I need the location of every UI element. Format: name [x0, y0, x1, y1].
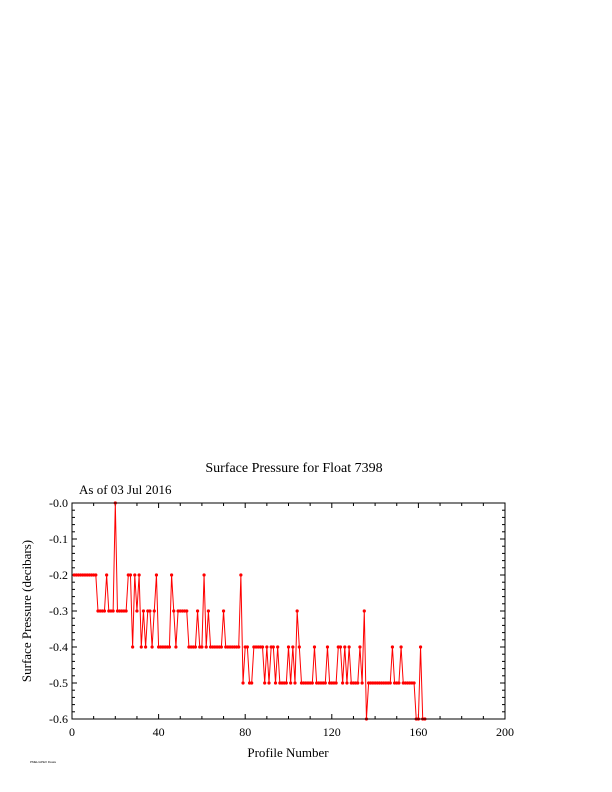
data-point: [311, 681, 314, 684]
footnote: PMEL/APEX Floats: [30, 760, 57, 764]
data-point: [399, 645, 402, 648]
data-point: [140, 645, 143, 648]
data-point: [241, 681, 244, 684]
x-tick-label: 160: [409, 725, 428, 739]
data-point: [391, 645, 394, 648]
data-point: [250, 681, 253, 684]
data-point: [265, 645, 268, 648]
data-point: [237, 645, 240, 648]
data-point: [274, 681, 277, 684]
data-point: [103, 609, 106, 612]
data-point: [155, 573, 158, 576]
data-point: [339, 645, 342, 648]
data-point: [196, 609, 199, 612]
data-point: [397, 681, 400, 684]
data-point: [341, 681, 344, 684]
x-tick-label: 0: [69, 725, 75, 739]
data-point: [313, 645, 316, 648]
x-tick-label: 80: [239, 725, 252, 739]
data-point: [291, 645, 294, 648]
data-point: [131, 645, 134, 648]
data-point: [389, 681, 392, 684]
y-tick-label: -0.6: [49, 712, 68, 726]
data-point: [361, 681, 364, 684]
y-tick-label: -0.2: [49, 568, 68, 582]
data-point: [94, 573, 97, 576]
data-point: [272, 645, 275, 648]
data-point: [185, 609, 188, 612]
chart-title: Surface Pressure for Float 7398: [205, 461, 383, 476]
x-tick-label: 120: [322, 725, 341, 739]
data-point: [112, 609, 115, 612]
x-axis-ticks: [69, 503, 514, 739]
chart-subtitle: As of 03 Jul 2016: [79, 482, 172, 497]
data-point: [153, 609, 156, 612]
data-point: [151, 645, 154, 648]
x-tick-label: 200: [496, 725, 514, 739]
data-point: [287, 645, 290, 648]
data-point: [326, 645, 329, 648]
y-tick-label: -0.1: [49, 532, 68, 546]
data-point: [348, 645, 351, 648]
data-point: [135, 609, 138, 612]
data-point: [105, 573, 108, 576]
y-tick-label: -0.3: [49, 604, 68, 618]
data-point: [129, 573, 132, 576]
data-point: [335, 681, 338, 684]
data-point: [205, 645, 208, 648]
data-point: [144, 645, 147, 648]
data-point: [168, 645, 171, 648]
data-point: [174, 645, 177, 648]
y-tick-label: -0.5: [49, 676, 68, 690]
y-tick-label: -0.0: [49, 496, 68, 510]
data-point: [239, 573, 242, 576]
data-point: [324, 681, 327, 684]
x-axis-label: Profile Number: [247, 745, 329, 760]
data-point: [246, 645, 249, 648]
data-point: [261, 645, 264, 648]
data-point: [172, 609, 175, 612]
data-point: [358, 645, 361, 648]
data-point: [194, 645, 197, 648]
data-point: [220, 645, 223, 648]
data-point: [142, 609, 145, 612]
data-point: [345, 681, 348, 684]
data-point: [125, 609, 128, 612]
data-point: [296, 609, 299, 612]
data-point: [343, 645, 346, 648]
data-point: [419, 645, 422, 648]
data-point: [207, 609, 210, 612]
data-point: [276, 645, 279, 648]
series-layer: [73, 501, 427, 720]
data-point: [138, 573, 141, 576]
data-point: [222, 609, 225, 612]
data-point: [170, 573, 173, 576]
x-tick-label: 40: [152, 725, 165, 739]
data-point: [202, 573, 205, 576]
y-tick-label: -0.4: [49, 640, 68, 654]
data-point: [298, 645, 301, 648]
data-point: [148, 609, 151, 612]
data-point: [200, 645, 203, 648]
data-point: [356, 681, 359, 684]
data-point: [412, 681, 415, 684]
data-point: [133, 573, 136, 576]
data-point: [285, 681, 288, 684]
data-point: [289, 681, 292, 684]
data-point: [293, 681, 296, 684]
data-point: [267, 681, 270, 684]
data-point: [363, 609, 366, 612]
data-point: [263, 681, 266, 684]
y-axis-label: Surface Pressure (decibars): [19, 539, 34, 683]
